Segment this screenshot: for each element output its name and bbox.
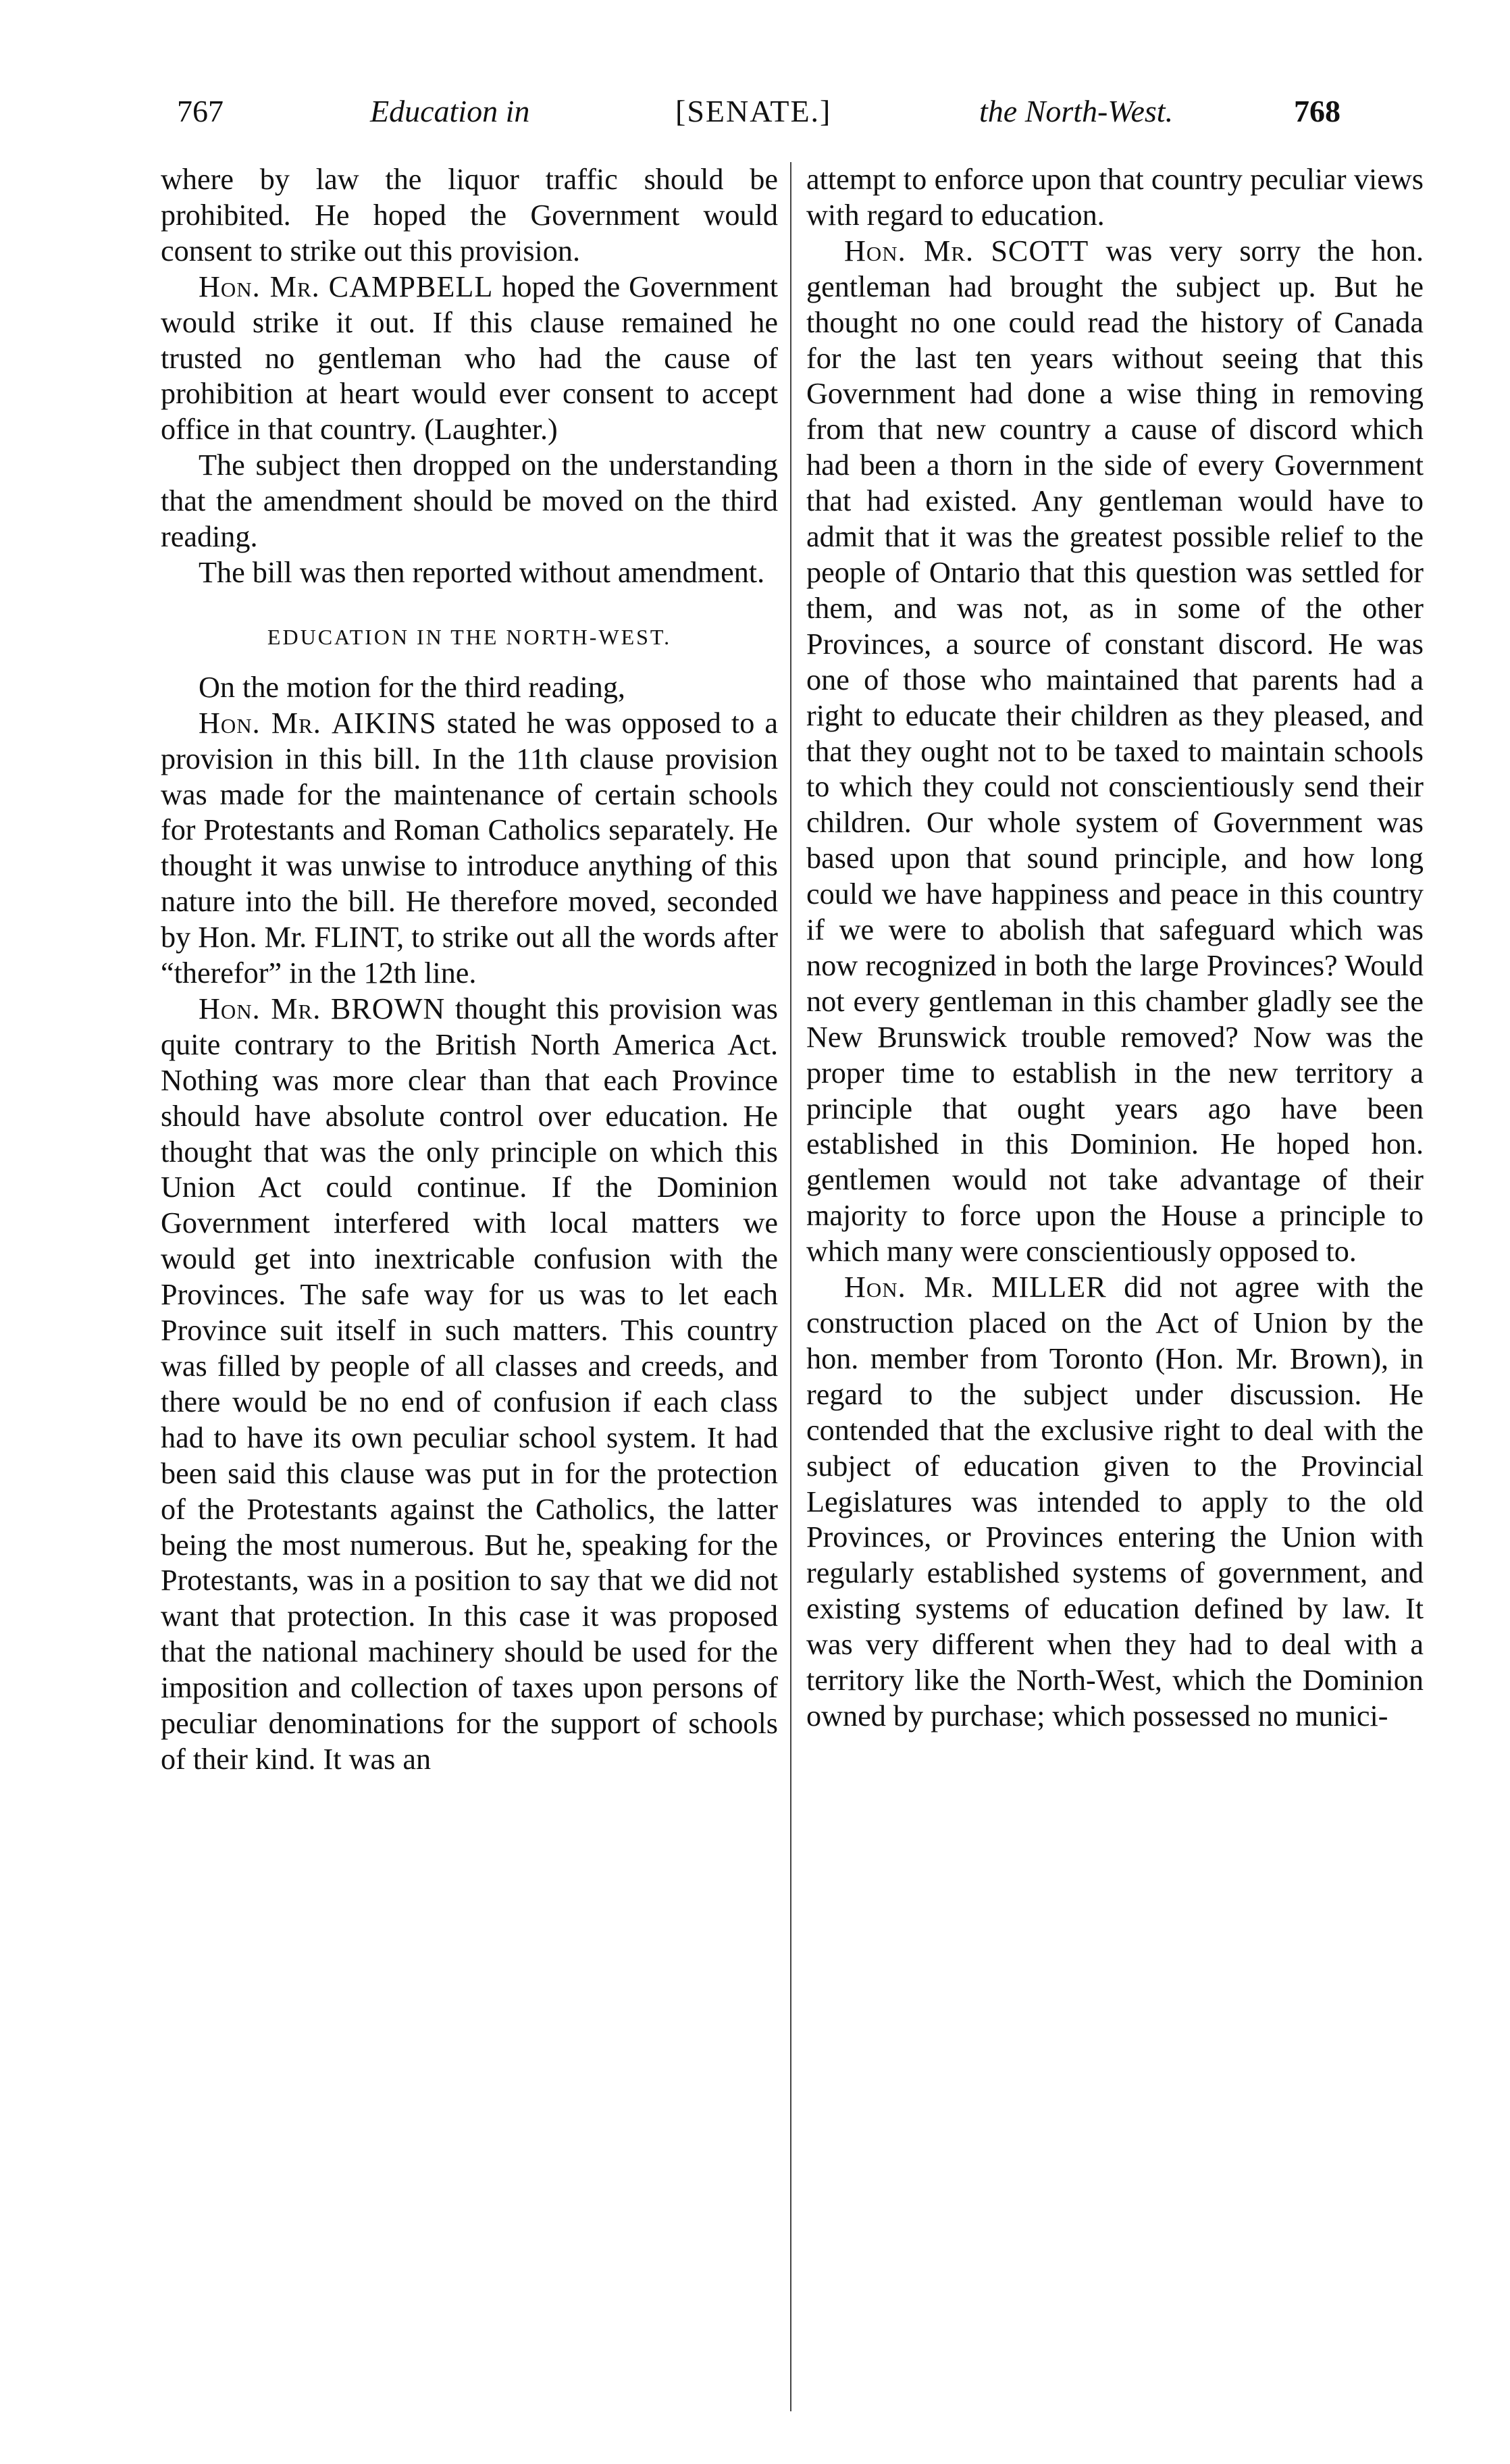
- speaker-name: BROWN: [330, 992, 446, 1025]
- speaker-name: AIKINS: [331, 706, 437, 740]
- paragraph: [806, 234, 1424, 1270]
- paragraph: The subject then dropped on the understanding that the amendment should be moved on the third reading.: [161, 448, 778, 554]
- paragraph: attempt to enforce upon that country peculiar views with regard to education.: [806, 163, 1424, 232]
- column-divider: [790, 162, 791, 2411]
- paragraph: The bill was then reported without amendment.: [199, 555, 765, 589]
- speaker-name: SCOTT: [991, 234, 1089, 267]
- running-head-left: Education in: [370, 94, 530, 128]
- right-column: [806, 162, 1424, 1735]
- speech-text: stated he was opposed to a provision in this bill. In the 11th clause provision was made for the maintenance of certain schools for Protestants and Roman Catholics separately. He thought it was unwise to introduce anything of this nature into the bill. He therefore moved, seconded by Hon. Mr. FLINT, to strike out all the words after “therefor” in the 12th line.: [161, 706, 778, 990]
- page-number-left: 767: [177, 94, 224, 128]
- speaker-title: Hon. Mr.: [199, 270, 320, 303]
- speaker-title: Hon. Mr.: [844, 234, 974, 267]
- section-heading: EDUCATION IN THE NORTH-WEST.: [267, 624, 672, 649]
- running-head-right: the North-West.: [979, 94, 1174, 128]
- paragraph: On the motion for the third reading,: [199, 670, 625, 704]
- speaker-name: CAMPBELL: [328, 270, 494, 303]
- speaker-name: MILLER: [991, 1270, 1107, 1304]
- speech-text: was very sorry the hon. gentleman had brought the subject up. But he thought no one could read the history of Canada for the last ten years without seeing that this Government had done a wise thing in removing from that new country a cause of discord which had been a thorn in the side of every Government that had existed. Any gentleman would have to admit that it was the greatest possible relief to the people of Ontario that this question was settled for them, and was not, as in some of the other Provinces, a source of constant discord. He was one of those who maintained that parents had a right to educate their children as they pleased, and that they ought not to be taxed to maintain schools to which they could not conscientiously send their children. Our whole system of Government was based upon that sound principle, and how long could we have happiness and peace in this country if we were to abolish that safeguard which was now recognized in both the large Provinces? Would not every gentleman in this chamber gladly see the New Brunswick trouble removed? Now was the proper time to establish in the new territory a principle that ought years ago have been established in this Dominion. He hoped hon. gentlemen would not take advantage of their majority to force upon the House a principle to which many were conscientiously opposed to.: [806, 234, 1424, 1268]
- page-number-right: 768: [1294, 94, 1340, 128]
- paragraph: [161, 706, 778, 992]
- paragraph: [161, 270, 778, 448]
- speech-text: hoped the Government would strike it out. If this clause remained he trusted no gentleman who had the cause of prohibition at heart would ever consent to accept office in that country. (Laughter.): [161, 270, 779, 446]
- running-header: [0, 80, 1510, 140]
- left-column: [161, 162, 778, 1778]
- speech-text: did not agree with the construction placed on the Act of Union by the hon. member from Toronto (Hon. Mr. Brown), in regard to the subject under discussion. He contended that the exclusive right to deal with the subject of education given to the Provincial Legislatures was intended to apply to the old Provinces, or Provinces entering the Union with regularly established systems of government, and existing systems of education defined by law. It was very different when they had to deal with a territory like the North-West, which the Dominion owned by purchase; which possessed no munici-: [806, 1270, 1424, 1732]
- speech-text: thought this provision was quite contrary to the British North America Act. Nothing was more clear than that each Province should have absolute control over education. He thought that was the only principle on which this Union Act could continue. If the Dominion Government interfered with local matters we would get into inextricable confusion with the Provinces. The safe way for us was to let each Province suit itself in such matters. This country was filled by people of all classes and creeds, and there would be no end of confusion if each class had to have its own peculiar school system. It had been said this clause was put in for the protection of the Protestants against the Catholics, the latter being the most numerous. But he, speaking for the Protestants, was in a position to say that we did not want that protection. In this case it was proposed that the national machinery should be used for the imposition and collection of taxes upon persons of peculiar denominations for the support of schools of their kind. It was an: [161, 992, 779, 1776]
- speaker-title: Hon. Mr.: [844, 1270, 974, 1304]
- speaker-title: Hon. Mr.: [199, 992, 321, 1025]
- paragraph: [161, 992, 778, 1778]
- paragraph: [806, 1270, 1424, 1735]
- speaker-title: Hon. Mr.: [199, 706, 321, 740]
- running-head-center: [SENATE.]: [675, 94, 832, 128]
- paragraph: where by law the liquor traffic should be prohibited. He hoped the Government would consent to strike out this provision.: [161, 163, 778, 267]
